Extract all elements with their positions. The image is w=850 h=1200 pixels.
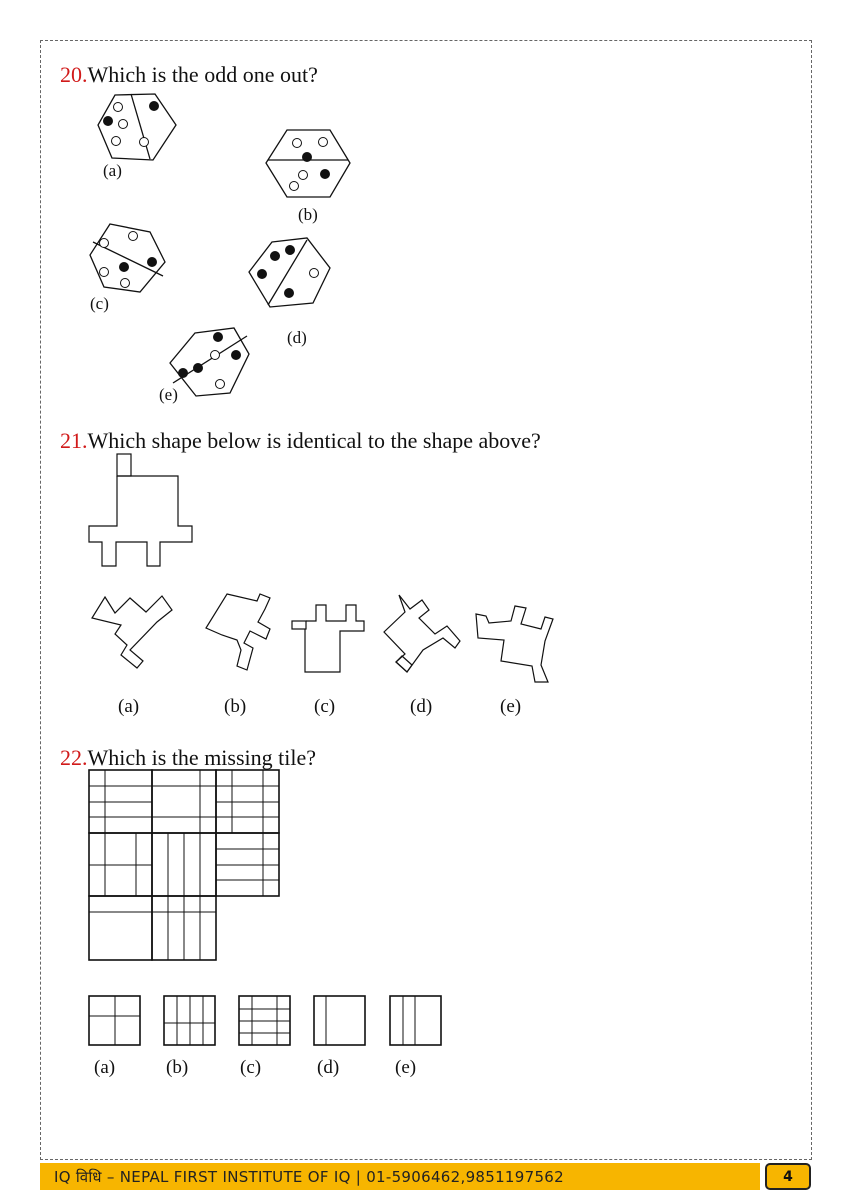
q20-label-a: (a) <box>103 161 122 180</box>
q20-figure-e <box>165 325 255 400</box>
q21-label-c: (c) <box>314 696 336 717</box>
question-text: Which shape below is identical to the shape above? <box>87 428 541 453</box>
q22-option-tiles <box>85 992 450 1047</box>
q21-option-b <box>200 590 280 675</box>
q20-figure-b <box>262 125 352 200</box>
q21-label-b: (b) <box>224 696 247 717</box>
q22-label-b: (b) <box>166 1057 189 1078</box>
q21-option-c <box>288 600 368 678</box>
q21-label-e: (e) <box>500 696 522 717</box>
q20-figure-a <box>90 90 180 165</box>
q22-label-a: (a) <box>94 1057 116 1078</box>
q22-label-e: (e) <box>395 1057 417 1078</box>
q21-reference-shape <box>85 450 200 570</box>
q20-figure-d <box>245 235 335 310</box>
q22-tile-grid <box>85 766 285 966</box>
q22-label-d: (d) <box>317 1057 340 1078</box>
page-number: 4 <box>765 1163 811 1190</box>
question-text: Which is the odd one out? <box>87 62 318 87</box>
q20-label-e: (e) <box>159 385 178 404</box>
q21-option-e <box>470 600 558 685</box>
question-text: Which is the missing tile? <box>87 745 317 770</box>
question-20-title <box>60 62 318 88</box>
q21-option-d <box>378 590 466 675</box>
question-number: 22. <box>60 745 88 770</box>
q22-label-c: (c) <box>240 1057 262 1078</box>
q21-label-a: (a) <box>118 696 140 717</box>
q20-label-c: (c) <box>90 294 109 313</box>
question-number: 20. <box>60 62 88 87</box>
q20-label-d: (d) <box>287 328 307 347</box>
q21-option-a <box>88 590 176 670</box>
question-number: 21. <box>60 428 88 453</box>
q20-label-b: (b) <box>298 205 318 224</box>
q21-label-d: (d) <box>410 696 433 717</box>
footer-bar <box>40 1163 760 1190</box>
footer-text: IQ विधि – NEPAL FIRST INSTITUTE OF IQ | 01-5906462,9851197562 <box>54 1167 564 1186</box>
q20-figure-c <box>85 220 170 295</box>
